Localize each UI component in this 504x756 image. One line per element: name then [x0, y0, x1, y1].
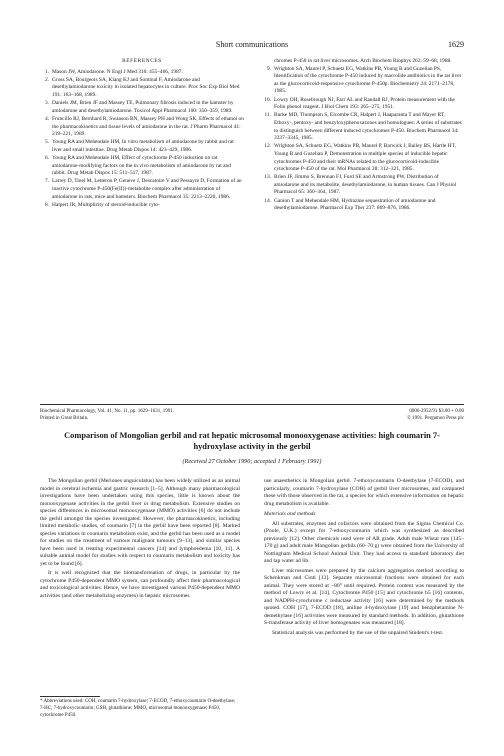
reference-text: Fruncillo RJ, Bernhard R, Swanson BN, Massey PH and Wong SK, Effects of ethanol on the pharmacokinetics and tissue levels of amiodarone in the rat. J Pharm Pharmacol 41: 219–221, 1989. [52, 115, 244, 138]
reference-number: 11. [264, 112, 271, 119]
methods-heading: Materials and methods [264, 511, 316, 517]
methods-paragraph: All substrates, enzymes and cofactors were obtained from the Sigma Chemical Co. (Poole, U.K.) except for 7-ethoxycoumarin which was synthesized as described previously [12]. Other chemicals used were of AR grade. Adult male Wistar rats (145–170 g) and adult male Mongolian gerbils (60–70 g) were obtained from the University of Nottingham Medical School Animal Unit. They had access to standard laboratory diet and tap water ad lib. [264, 520, 464, 564]
reference-item [40, 69, 244, 77]
reference-item [262, 198, 464, 213]
reference-text: Ganion T and Mehendale HM, Hydrazine sequestration of amiodarone and desethylamiodarone. Pharmacol Exp Ther 237: 869–876, 1986. [274, 197, 436, 212]
reference-number: 13. [264, 174, 271, 181]
page-number: 1629 [448, 40, 464, 49]
reference-item [262, 112, 464, 142]
body-right-column [264, 478, 464, 718]
reference-item [40, 202, 244, 210]
reference-number: 5. [44, 139, 49, 146]
reference-item [262, 66, 464, 96]
body-paragraph: It is well recognized that the biotransformation of drugs, in particular by the cytochrome P450-dependent MMO system, can profoundly affect their pharmacological and toxicological activities. Hence, we have investigated various P450-dependent MMO activities (and other metabolizing enzymes) in hepatic microsomes [40, 570, 240, 599]
reference-item [40, 100, 244, 115]
reference-number: 10. [264, 96, 271, 103]
reference-text: Brien JF, Jimmo S, Brennan FJ, Ford SE and Armstrong PW, Distribution of amiodarone and its metabolite, desethylamiodarone, in human tissues. Can J Physiol Pharmacol 65: 360–364, 1987. [274, 174, 457, 196]
body-left-column [40, 478, 240, 692]
reference-text: Lowry OH, Rosebrough NJ, Farr AL and Randall RJ, Protein measurement with the Folin phenol reagent. J Biol Chem 193: 265–275, 1951. [274, 96, 455, 111]
section-divider [40, 404, 464, 405]
references-left-column [40, 58, 244, 210]
reference-number: 3. [44, 100, 49, 107]
journal-copyright [314, 408, 464, 422]
methods-paragraph: Statistical analysis was performed by the use of the unpaired Student's t-test. [272, 629, 444, 636]
reference-number: 2. [44, 76, 49, 83]
reference-text: Halpert JR, Multiplicity of steroid-inducible cyto- [52, 201, 160, 208]
reference-item [40, 178, 244, 201]
reference-continuation: chromes P-450 in rat liver microsomes. Arch Biochem Biophys 263: 59–68, 1988. [274, 58, 452, 64]
reference-text: Daniels JM, Brien JF and Massey TE, Pulmonary fibrosis induced in the hamster by amiodarone and desethylamiodarone. Toxicol Appl Pharmacol 100: 350–359, 1989. [52, 100, 234, 114]
reference-item [40, 77, 244, 100]
reference-item [40, 116, 244, 139]
journal-citation-line: Biochemical Pharmacology, Vol. 41, No. 11, pp. 1629–1631, 1991. [40, 409, 175, 414]
article-received-date: (Received 27 October 1990; accepted 1 February 1991) [182, 458, 322, 465]
reference-item [262, 97, 464, 112]
reference-text: Young RA and Mehendale HM, In vitro metabolism of amiodarone by rabbit and rat liver and small intestine. Drug Metab Dispos 14: 423–429, 1986. [52, 139, 234, 153]
body-paragraph: use anaesthetics in Mongolian gerbil. 7-ethoxycoumarin O-deethylase (7-ECOD), and particularly, coumarin 7-hydroxylase (COH) of gerbil liver microsomes, and compared these with those observed in the rat, a species for which extensive information on hepatic drug metabolism is available. [264, 478, 464, 507]
journal-copyright-line: © 1991. Pergamon Press plc [407, 416, 464, 421]
reference-number: 9. [266, 65, 271, 72]
references-right-column [262, 58, 464, 213]
reference-number: 1. [44, 68, 49, 75]
footnote-divider [40, 696, 100, 697]
reference-number: 12. [264, 143, 271, 150]
journal-printed-line: Printed in Great Britain. [40, 416, 89, 421]
reference-text: Wrighton SA, Schuetz EG, Watkins PB, Maurel P, Barwick J, Bailey BS, Hartle HT, Young B and Guzelian P, Demonstration in multiple species of inducible hepatic cytochromes P-450 and their mRNAs related to the glucocorticoid-inducible cytochrome P-450 of the rat. Mol Pharmacol 28: 312–321, 1985. [274, 143, 456, 173]
reference-number: 6. [44, 155, 49, 162]
reference-number: 7. [44, 178, 49, 185]
reference-item [262, 143, 464, 173]
reference-text: Wrighton SA, Maurel P, Schuetz EG, Watkins PB, Young B and Guzelian PS, Identification of the cytochrome P-450 induced by macrolide antibiotics in the rat liver as the glucocorticoid-responsive cytochrome P-450p. Biochemistry 24: 2171–2178, 1985. [274, 65, 462, 95]
reference-item [40, 139, 244, 154]
reference-number: 8. [44, 201, 49, 208]
reference-text: Larrey D, Tinel M, Letteron P, Geneve J, Descatoire V and Pessayre D, Formation of an inactive cytochrome P-450(Fe(II))-metabolite complex after administration of amiodarone in rats, mice and hamsters. Biochem Pharmacol 35: 2213–2220, 1986. [52, 178, 242, 200]
reference-item [40, 155, 244, 178]
journal-price-line: 0006-2952/91 $3.00 + 0.00 [409, 409, 464, 414]
running-header-title: Short communications [215, 40, 289, 49]
journal-citation [40, 408, 260, 422]
reference-number: 14. [264, 197, 271, 204]
article-title: Comparison of Mongolian gerbil and rat hepatic microsomal monooxygenase activities: high coumarin 7-hydroxylase activity in the gerbil [64, 431, 440, 451]
reference-text: Young RA and Mehendale HM, Effect of cytochrome P-450 induction on rat amiodarone-modifying factors on the in vivo metabolism of amiodarone by rat and rabbit. Drug Metab Dispos 15: 511–517, 1987. [52, 155, 231, 177]
reference-text: Burke MD, Thompson S, Elcombe CR, Halpert J, Haaparanta T and Mayer RT, Ethoxy-, pentoxy- and benzyloxyphenoxazones and homologues: A series of substrates to distinguish between different induced cytochromes P-450. Biochem Pharmacol 34: 3337–3345, 1985. [274, 112, 462, 142]
reference-text: Gross SA, Bourgeois SA, Klang KJ and Sommal F, Amiodarone and desethylamiodarone toxicity in isolated hepatocytes in culture. Proc Soc Exp Biol Med 191: 163–168, 1989. [52, 76, 240, 98]
body-paragraph: The Mongolian gerbil (Meriones unguiculatus) has been widely utilized as an animal model in cerebral ischemia and gastric research [1–5]. Although many pharmacological investigations have been undertaken using this species, little is known about the monooxygenase activities in the gerbil liver or drug metabolism. Extensive studies on species differences in microsomal monooxygenase (MMO) activities [6] do not include the gerbil amongst the species investigated. However, the pharmacokinetics, including limited metabolic studies, of coumarin [7] in the gerbil have been reported [8]. Marked species variations in coumarin metabolism exist, and the gerbil has been used as a model for studies on the treatment of various malignant tumours [9–13], and similar species have been used in treating experimental cancers [14] and lymphoedema [10, 11]. A suitable animal model for studies with respect to coumarin metabolism and toxicity has yet to be found [6]. [40, 478, 240, 567]
reference-number: 4. [44, 115, 49, 122]
reference-item [262, 174, 464, 197]
methods-paragraph: Liver microsomes were prepared by the calcium aggregation method according to Schenkman and Cinti [13]. Separate microsomal fractions were obtained for each animal. They were stored at −80° until required. Protein content was measured by the method of Lowry et al. [14]. Cytochrome P450 [15] and cytochrome b5 [16] contents, and NADPH-cytochrome c reductase activity [16] were determined by the methods quoted. COH [17], 7-ECOD [18], aniline 4-hydroxylase [19] and benzphetamine N-demethylase [16] activities were measured by standard methods. In addition, glutathione S-transferase activity of liver homogenates was measured [18]. [264, 567, 464, 626]
running-header [0, 40, 504, 52]
reference-text: Mason JW, Amiodarone. N Engl J Med 316: 455–466, 1987. [52, 68, 183, 75]
footnote: * Abbreviations used: COH, coumarin 7-hydroxylase; 7-ECOD, 7-ethoxycoumarin O-deethylase; 7-HC, 7-hydroxycoumarin; GSH, glutathione; MMO, microsomal monooxygenase; P450, cytochrome P450. [40, 699, 236, 718]
references-heading: REFERENCES [122, 58, 162, 64]
